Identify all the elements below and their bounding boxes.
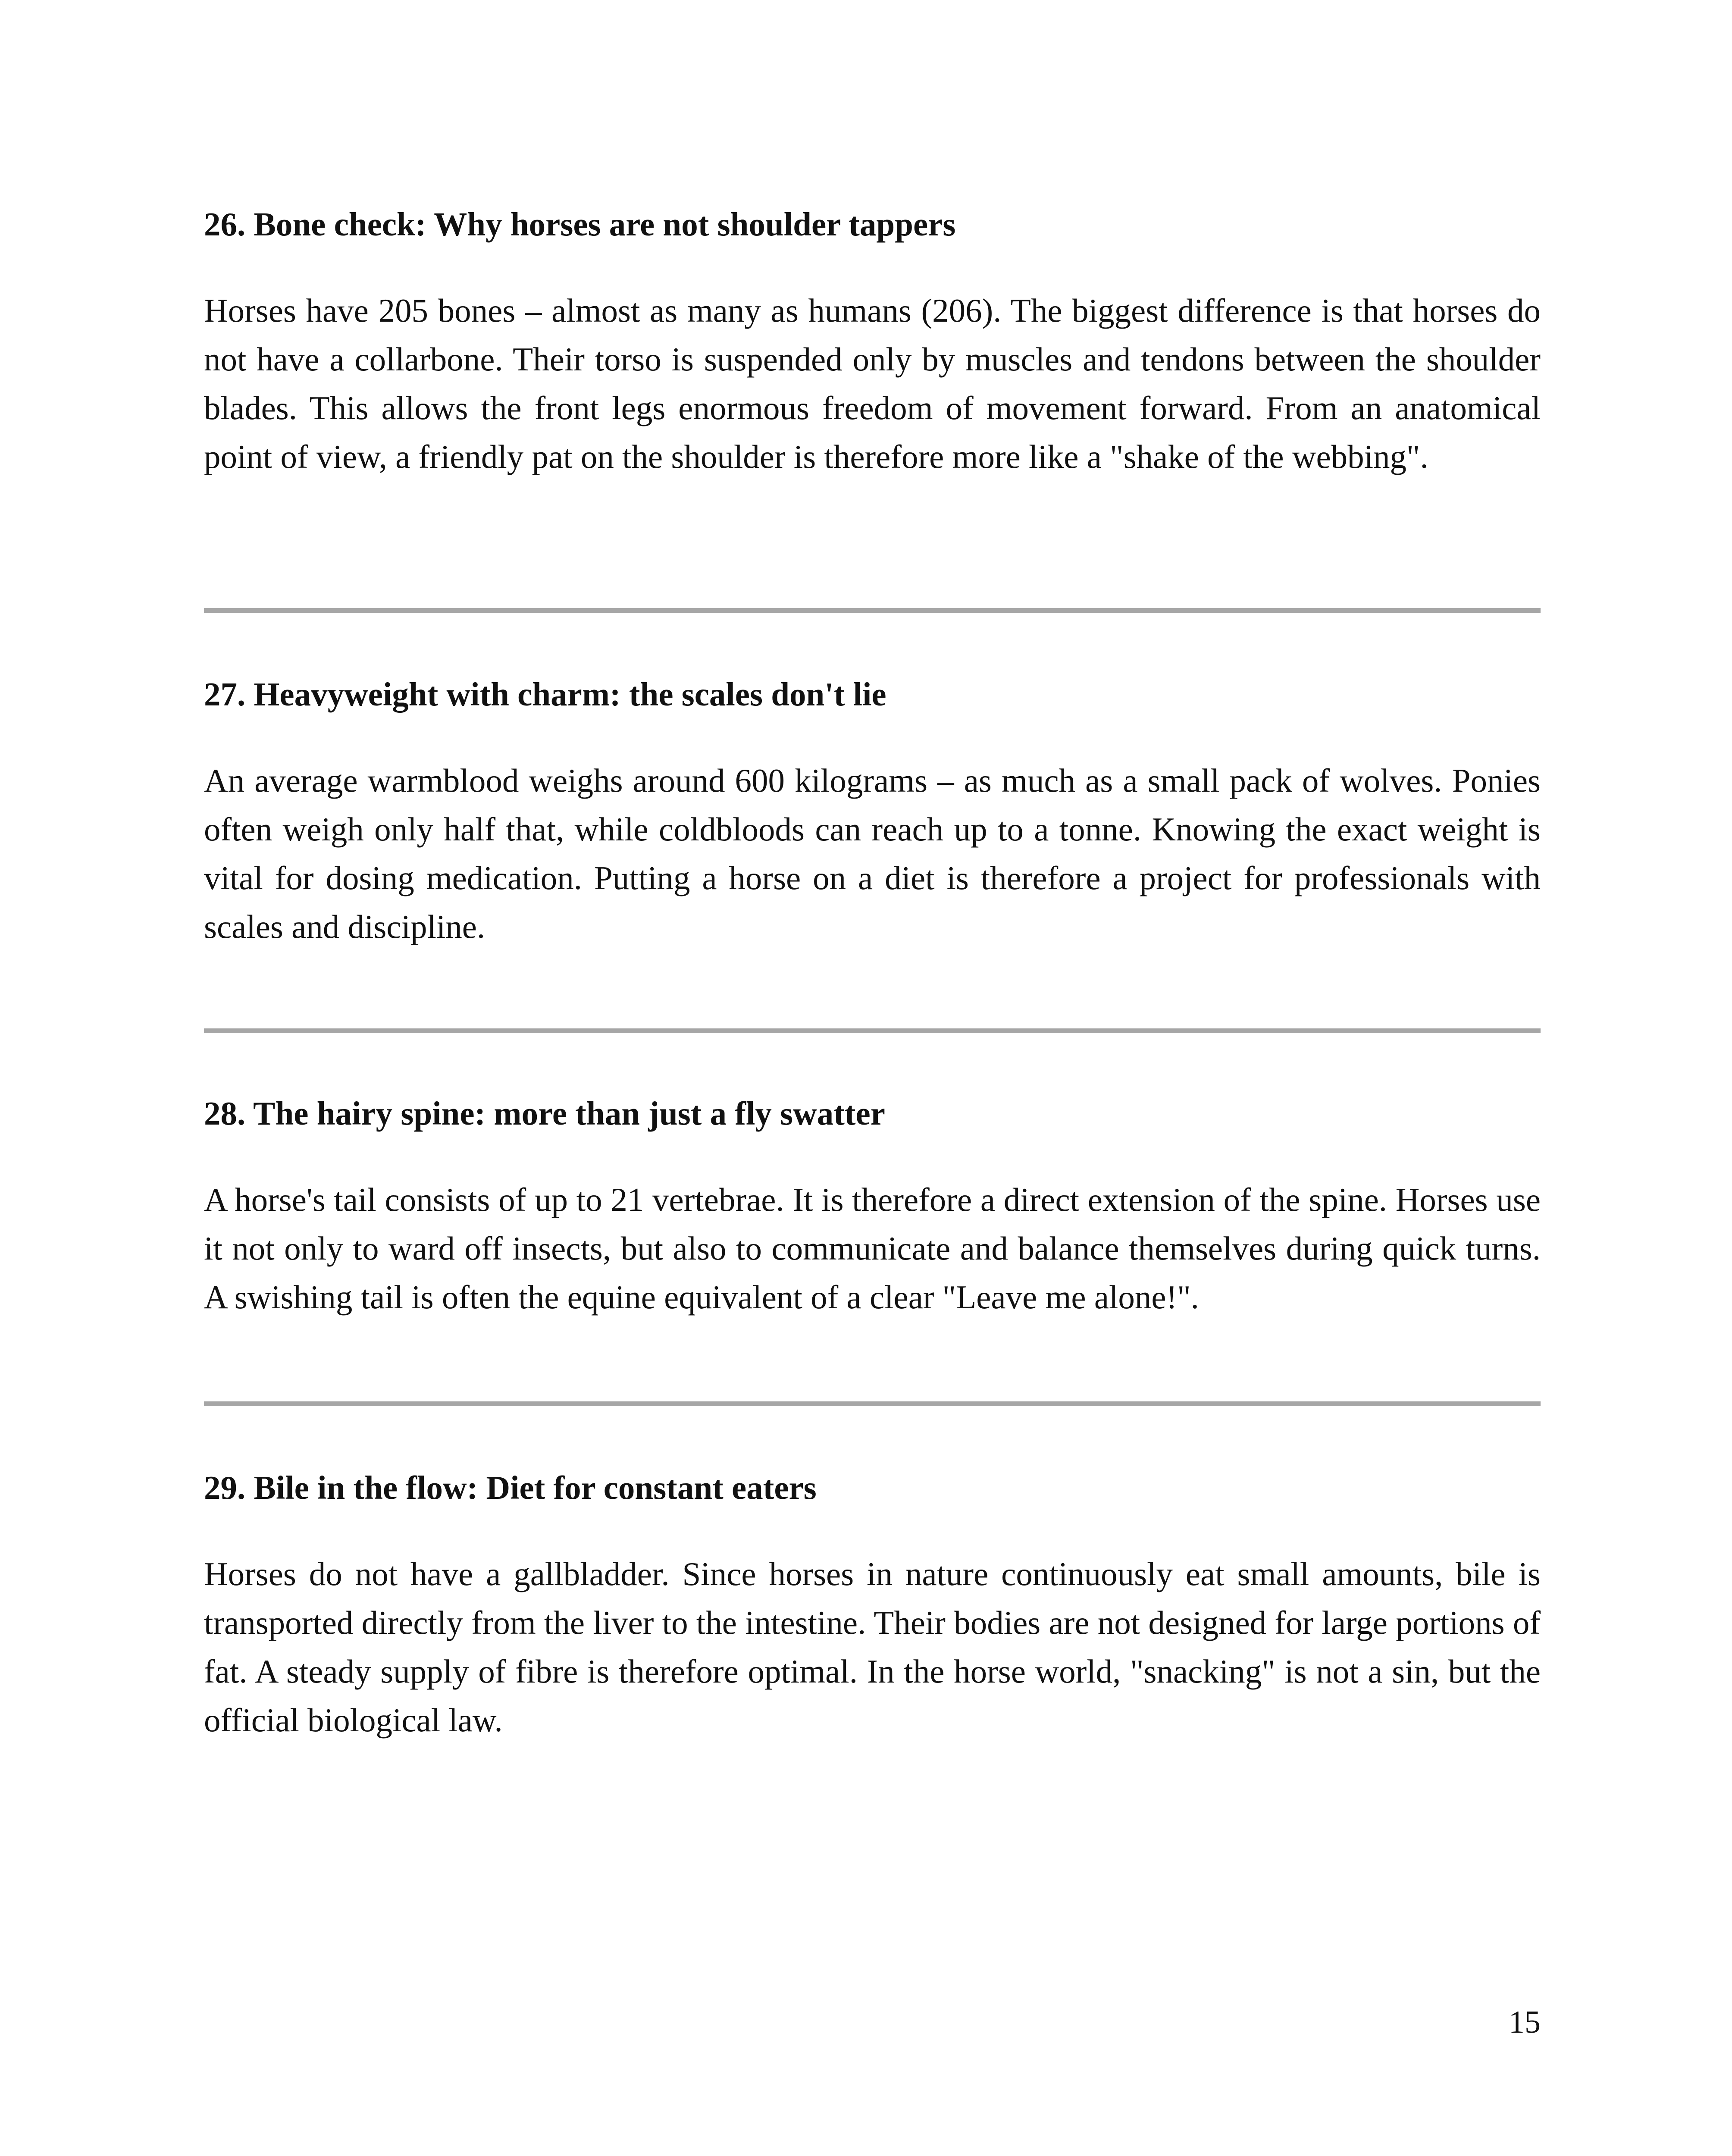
- section-heading: 28. The hairy spine: more than just a fly swatter: [204, 1095, 885, 1132]
- section-divider: [204, 1028, 1541, 1033]
- section-body: An average warmblood weighs around 600 kilograms – as much as a small pack of wolves. Ponies often weigh only half that, while coldbloods can reach up to a tonne. Knowing the exact weight is vital for dosing medication. Putting a horse on a diet is therefore a project for professionals with scales and discipline.: [204, 762, 1541, 945]
- section-body: Horses have 205 bones – almost as many as humans (206). The biggest difference is that horses do not have a collarbone. Their torso is suspended only by muscles and tendons between the shoulder blades. This allows the front legs enormous freedom of movement forward. From an anatomical point of view, a friendly pat on the shoulder is therefore more like a "shake of the webbing".: [204, 292, 1541, 475]
- section-body: A horse's tail consists of up to 21 vertebrae. It is therefore a direct extension of the spine. Horses use it not only to ward off insects, but also to communicate and balance themselves during quick turns. A swishing tail is often the equine equivalent of a clear "Leave me alone!".: [204, 1181, 1541, 1316]
- section-heading: 27. Heavyweight with charm: the scales don't lie: [204, 676, 886, 713]
- page-number: 15: [1509, 2005, 1541, 2040]
- section-27: [204, 673, 1541, 951]
- section-body: Horses do not have a gallbladder. Since horses in nature continuously eat small amounts, bile is transported directly from the liver to the intestine. Their bodies are not designed for large portions of fat. A steady supply of fibre is therefore optimal. In the horse world, "snacking" is not a sin, but the official biological law.: [204, 1555, 1541, 1739]
- document-page: [204, 0, 1541, 2156]
- section-28: [204, 1092, 1541, 1322]
- section-divider: [204, 1401, 1541, 1406]
- section-26: [204, 203, 1541, 481]
- section-29: [204, 1466, 1541, 1745]
- section-heading: 29. Bile in the flow: Diet for constant eaters: [204, 1469, 817, 1506]
- section-heading: 26. Bone check: Why horses are not shoulder tappers: [204, 206, 956, 243]
- section-divider: [204, 608, 1541, 613]
